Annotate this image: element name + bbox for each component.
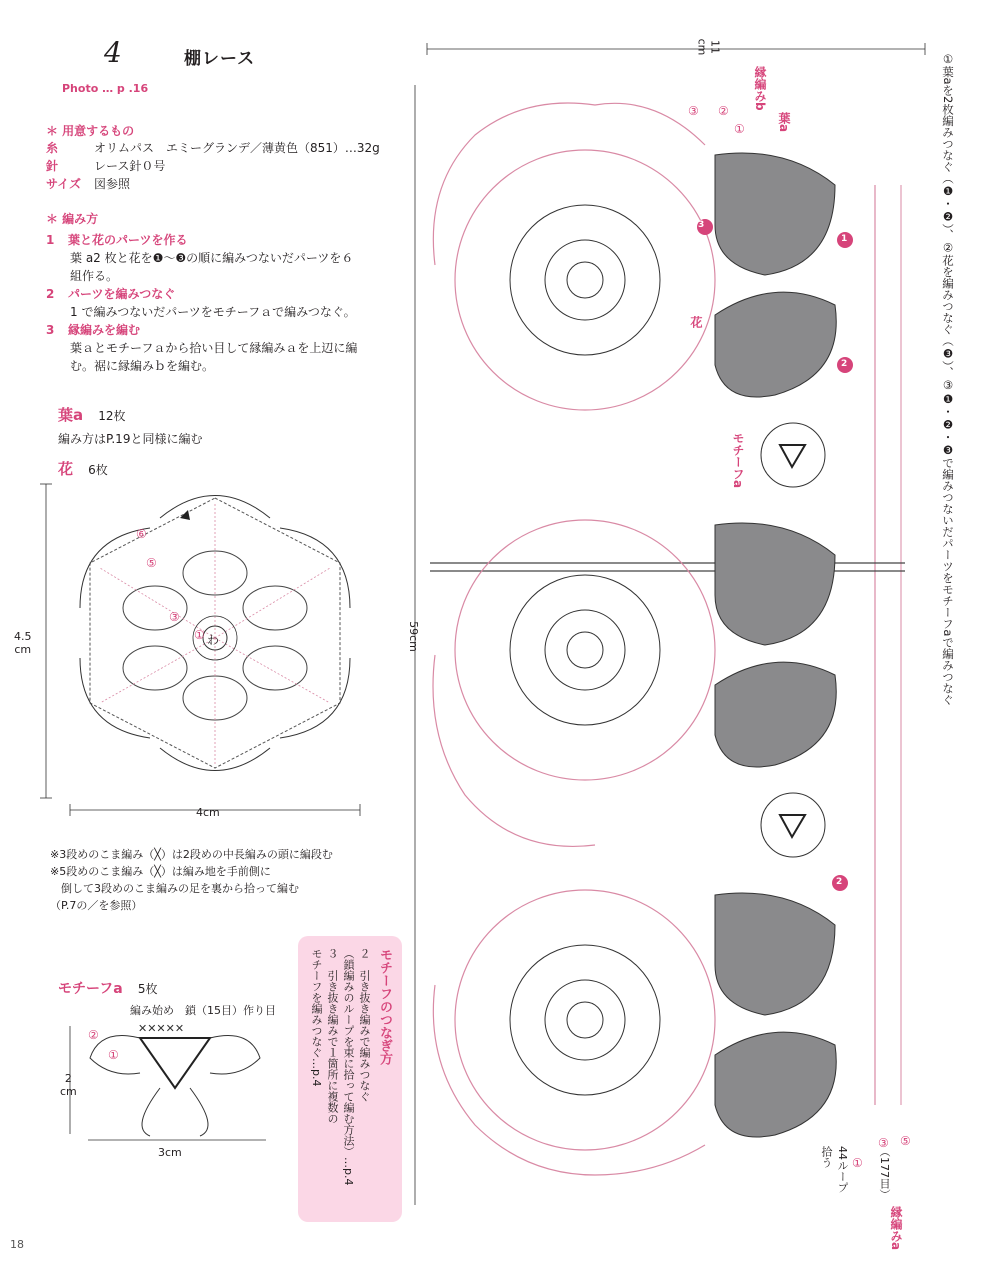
materials-heading: ＊ 用意するもの: [46, 124, 135, 138]
round-marker: ②: [718, 104, 729, 118]
joining-title: モチーフのつなぎ方: [377, 948, 392, 1065]
border-b-label: 縁編みb: [753, 66, 767, 111]
assembly-side-note: ①葉aを2枚編みつなぐ（❶・❷）、②花を編みつなぐ（❸）、③❶・❷・❸で編みつないだパーツをモチーフaで編みつなぐ: [941, 52, 955, 706]
lace-diagram: [405, 35, 945, 1235]
step-marker: 2: [841, 359, 848, 369]
leaf-heading: 葉a 12枚: [58, 406, 126, 424]
motif-heading: モチーフa 5枚: [58, 981, 158, 997]
round-label: ⑥: [136, 527, 147, 541]
materials-row: サイズ 図参照: [46, 177, 131, 191]
flower-height: 4.5 cm: [14, 630, 32, 656]
pattern-number: 4: [104, 36, 122, 69]
step-marker: 3: [698, 220, 705, 230]
materials-row: 針 レース針０号: [46, 159, 166, 173]
materials-section: [46, 122, 380, 193]
motif-height: 2 cm: [60, 1072, 77, 1098]
flower-center-label: わ: [207, 633, 220, 647]
diagram-width: 11 cm: [695, 38, 722, 56]
round-marker: ③: [688, 104, 699, 118]
method-step-line: 葉ａとモチーフａから拾い目して縁編みａを上辺に編: [70, 341, 358, 355]
round-label: ①: [194, 628, 205, 642]
pattern-title: 棚レース: [184, 49, 256, 69]
stitch-count-label: （177目）: [878, 1146, 891, 1200]
materials-row: 糸 オリムパス エミーグランデ／薄黄色（851）…32g: [46, 141, 380, 155]
round-marker: ⑤: [900, 1134, 911, 1148]
round-label: ③: [169, 610, 180, 624]
round-label: ②: [88, 1028, 99, 1042]
photo-reference: Photo … p .16: [62, 82, 149, 95]
method-step: 1 葉と花のパーツを作る: [46, 233, 188, 247]
method-step-line: む。裾に縁編みｂを編む。: [70, 359, 215, 373]
joining-line: （鎖編みのループを束に拾って編む方法）…p.4: [342, 948, 355, 1186]
leaf-note: 編み方はP.19と同様に編む: [58, 432, 203, 446]
method-step-line: 組作る。: [70, 269, 119, 283]
method-step: 2 パーツを編みつなぐ: [46, 287, 176, 301]
round-marker: ①: [852, 1156, 863, 1170]
joining-line: モチーフを編みつなぐ…p.4: [310, 948, 323, 1087]
method-section: [46, 210, 357, 375]
joining-line: ３ 引き抜き編みで１箇所に複数の: [326, 948, 339, 1124]
joining-line: ２ 引き抜き編みで編みつなぐ: [358, 948, 371, 1102]
diagram-height: 59cm: [406, 621, 420, 652]
method-step: 3 縁編みを編む: [46, 323, 141, 337]
round-label: ⑤: [146, 556, 157, 570]
page-number: 18: [10, 1238, 24, 1251]
method-step-line: 葉 a2 枚と花を❶〜❸の順に編みつないだパーツを６: [70, 251, 354, 265]
flower-width: 4cm: [196, 806, 220, 819]
flower-notes: ※3段めのこま編み（╳）は2段めの中長編みの頭に編段む ※5段めのこま編み（╳）は編み地を手前側に 倒して3段めのこま編みの足を裏から拾って編む （P.7の／を参照）: [50, 848, 333, 912]
round-marker: ①: [734, 122, 745, 136]
flower-heading: 花 6枚: [58, 460, 108, 478]
svg-text:✕✕✕✕✕: ✕✕✕✕✕: [138, 1022, 185, 1035]
border-a-label: 縁編みa: [889, 1206, 903, 1251]
step-marker: 1: [841, 234, 848, 244]
joining-method-box: [298, 936, 402, 1222]
flower-label: 花: [689, 316, 703, 328]
round-marker: ③: [878, 1136, 889, 1150]
round-label: ①: [108, 1048, 119, 1062]
method-heading: ＊ 編み方: [46, 212, 99, 226]
motif-start: 編み始め 鎖（15目）作り目: [130, 1004, 276, 1017]
flower-chart: [30, 478, 380, 828]
pickup-label: 44ループ 拾う: [820, 1146, 849, 1193]
step-marker: 2: [836, 877, 843, 887]
method-step-line: 1 で編みつないだパーツをモチーフａで編みつなぐ。: [70, 305, 356, 319]
motif-label: モチーフa: [731, 432, 745, 489]
motif-width: 3cm: [158, 1146, 182, 1159]
leaf-label: 葉a: [777, 112, 791, 133]
